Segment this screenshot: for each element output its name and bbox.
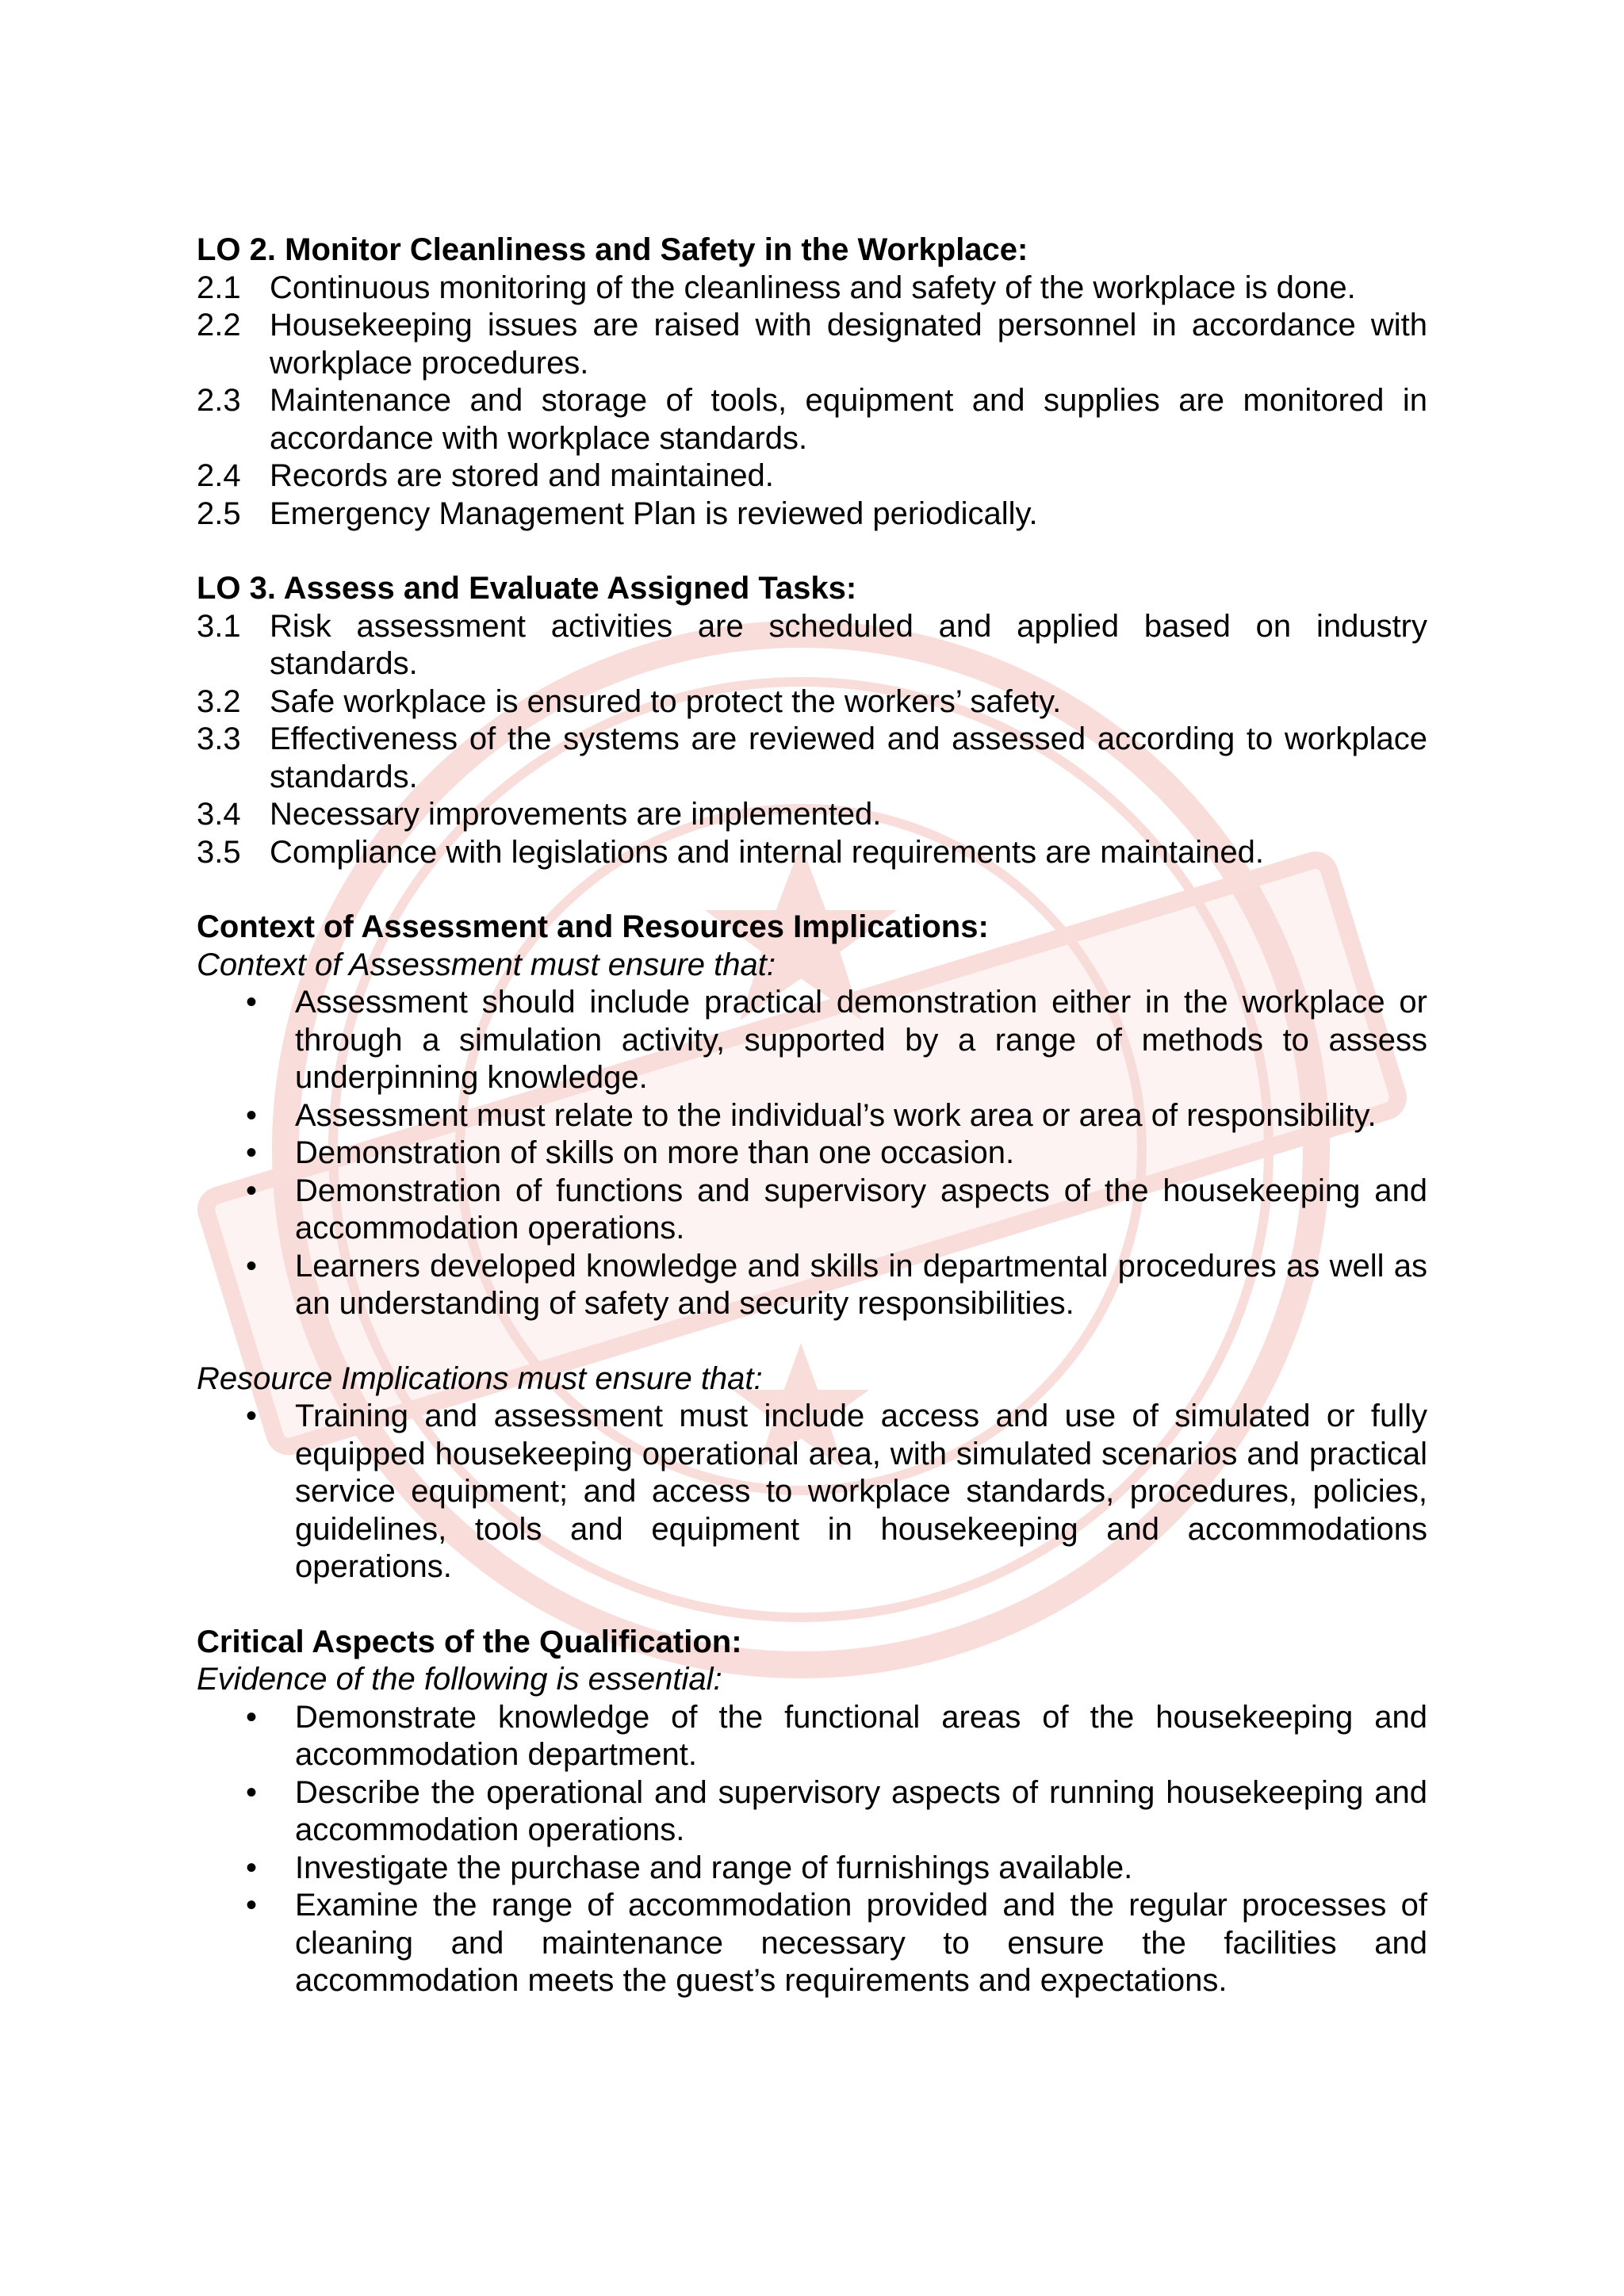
lo2-heading: LO 2. Monitor Cleanliness and Safety in the Workplace: <box>197 232 1028 267</box>
lo3-heading: LO 3. Assess and Evaluate Assigned Tasks: <box>197 571 857 606</box>
list-item <box>197 457 1427 496</box>
list-item <box>197 1173 1427 1248</box>
list-item <box>197 1887 1427 2000</box>
item-text: Demonstrate knowledge of the functional areas of the housekeeping and accommodation department. <box>295 1699 1427 1772</box>
item-text: Housekeeping issues are raised with designated personnel in accordance with workplace procedures. <box>270 308 1427 381</box>
list-item <box>197 1135 1427 1173</box>
lo2-list <box>197 270 1427 534</box>
item-number: 3.3 <box>197 721 241 756</box>
item-text: Investigate the purchase and range of furnishings available. <box>295 1850 1133 1885</box>
item-text: Demonstration of functions and supervisory aspects of the housekeeping and accommodation operations. <box>295 1173 1427 1246</box>
list-item <box>197 1850 1427 1888</box>
bullet-icon: • <box>246 1135 258 1170</box>
list-item <box>197 796 1427 834</box>
item-number: 2.1 <box>197 270 241 305</box>
bullet-icon: • <box>246 1097 258 1133</box>
resource-bullets <box>197 1398 1427 1586</box>
bullet-icon: • <box>246 1399 258 1433</box>
list-item <box>197 496 1427 534</box>
context-bullets <box>197 984 1427 1323</box>
list-item <box>197 984 1427 1097</box>
critical-heading: Critical Aspects of the Qualification: <box>197 1624 742 1659</box>
item-number: 3.1 <box>197 608 241 644</box>
list-item <box>197 307 1427 382</box>
section-spacer <box>197 871 1427 909</box>
item-text: Emergency Management Plan is reviewed periodically. <box>270 496 1038 531</box>
item-text: Learners developed knowledge and skills in departmental procedures as well as an understanding of safety and security responsibilities. <box>295 1248 1427 1321</box>
item-text: Safe workplace is ensured to protect the workers’ safety. <box>270 683 1062 719</box>
item-number: 2.4 <box>197 458 241 493</box>
resource-subheading: Resource Implications must ensure that: <box>197 1360 763 1396</box>
list-item <box>197 1699 1427 1774</box>
item-number: 2.2 <box>197 308 241 342</box>
list-item <box>197 1398 1427 1586</box>
document-body <box>197 232 1427 2000</box>
item-text: Assessment must relate to the individual’s work area or area of responsibility. <box>295 1097 1377 1133</box>
list-item <box>197 1097 1427 1135</box>
item-text: Examine the range of accommodation provided and the regular processes of cleaning and maintenance necessary to ensure the facilities and accommodation meets the guest’s requirements and expectations. <box>295 1888 1427 1998</box>
list-item <box>197 1774 1427 1850</box>
bullet-icon: • <box>246 1850 258 1885</box>
item-text: Maintenance and storage of tools, equipment and supplies are monitored in accordance with workplace standards. <box>270 383 1427 456</box>
bullet-icon: • <box>246 1774 258 1810</box>
item-number: 3.4 <box>197 797 241 832</box>
item-number: 2.3 <box>197 383 241 418</box>
item-text: Demonstration of skills on more than one occasion. <box>295 1135 1015 1170</box>
critical-bullets <box>197 1699 1427 2000</box>
bullet-icon: • <box>246 1699 258 1735</box>
bullet-icon: • <box>246 1173 258 1208</box>
item-number: 3.5 <box>197 834 241 870</box>
list-item <box>197 608 1427 683</box>
bullet-icon: • <box>246 1248 258 1284</box>
lo3-list <box>197 608 1427 872</box>
item-text: Compliance with legislations and internal requirements are maintained. <box>270 834 1265 870</box>
item-number: 3.2 <box>197 683 241 719</box>
context-heading: Context of Assessment and Resources Implications: <box>197 909 989 944</box>
critical-subheading: Evidence of the following is essential: <box>197 1662 722 1697</box>
item-text: Necessary improvements are implemented. <box>270 797 882 832</box>
item-number: 2.5 <box>197 496 241 531</box>
item-text: Describe the operational and supervisory aspects of running housekeeping and accommodation operations. <box>295 1774 1427 1847</box>
item-text: Assessment should include practical demonstration either in the workplace or through a simulation activity, supported by a range of methods to assess underpinning knowledge. <box>295 985 1427 1095</box>
context-subheading: Context of Assessment must ensure that: <box>197 947 776 982</box>
item-text: Training and assessment must include access and use of simulated or fully equipped housekeeping operational area, with simulated scenarios and practical service equipment; and access to workplace standards, procedures, policies, guidelines, tools and equipment in housekeeping and accommodations operations. <box>295 1399 1427 1584</box>
section-spacer <box>197 1323 1427 1360</box>
item-text: Effectiveness of the systems are reviewed and assessed according to workplace standards. <box>270 721 1427 794</box>
list-item <box>197 721 1427 796</box>
bullet-icon: • <box>246 985 258 1020</box>
section-spacer <box>197 533 1427 570</box>
list-item <box>197 683 1427 721</box>
list-item <box>197 382 1427 457</box>
list-item <box>197 834 1427 872</box>
section-spacer <box>197 1586 1427 1624</box>
list-item <box>197 1248 1427 1323</box>
item-text: Records are stored and maintained. <box>270 458 774 493</box>
item-text: Risk assessment activities are scheduled and applied based on industry standards. <box>270 608 1427 681</box>
item-text: Continuous monitoring of the cleanliness and safety of the workplace is done. <box>270 270 1356 305</box>
list-item <box>197 270 1427 308</box>
bullet-icon: • <box>246 1888 258 1923</box>
